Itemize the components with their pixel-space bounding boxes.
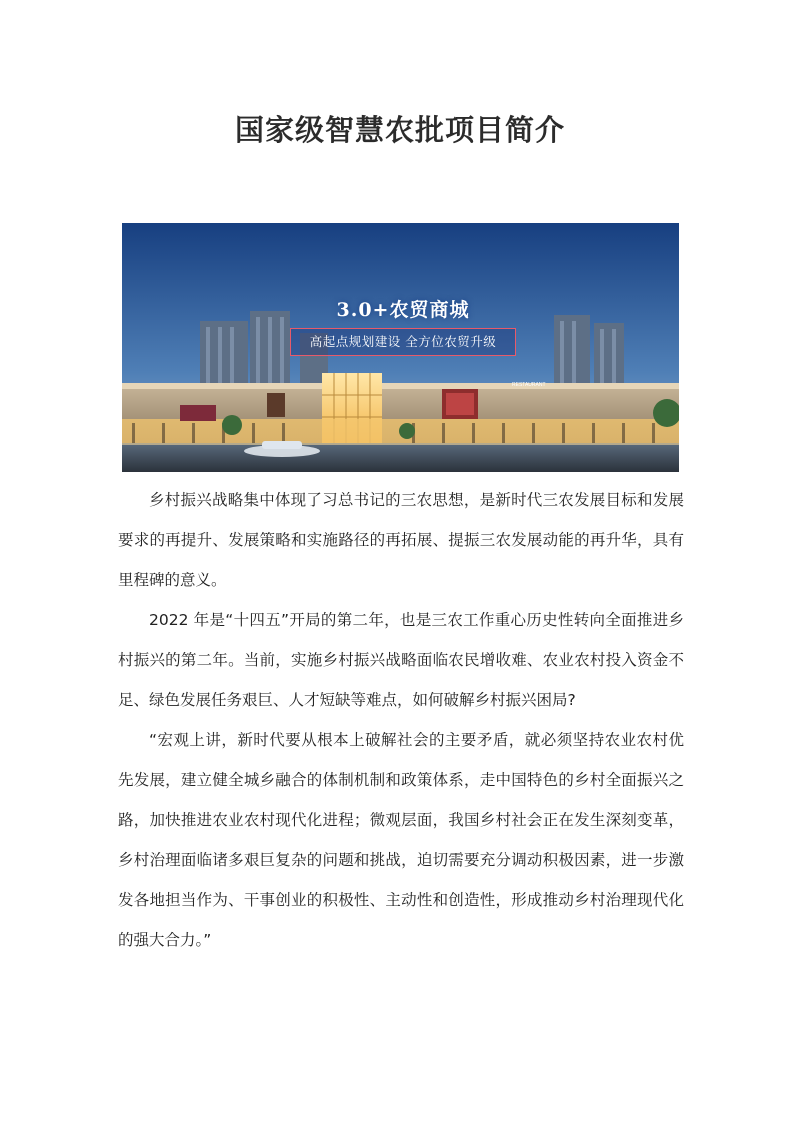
restaurant-sign: RESTAURANT xyxy=(512,382,546,388)
billboard-mid xyxy=(267,393,285,417)
paragraph-1: 乡村振兴战略集中体现了习总书记的三农思想，是新时代三农发展目标和发展要求的再提升、发展策略和实施路径的再拓展、提振三农发展动能的再升华，具有里程碑的意义。 xyxy=(118,491,684,589)
hero-image xyxy=(122,223,679,472)
article-body xyxy=(118,480,684,960)
paragraph-2: 2022 年是“十四五”开局的第二年，也是三农工作重心历史性转向全面推进乡村振兴的第二年。当前，实施乡村振兴战略面临农民增收难、农业农村投入资金不足、绿色发展任务艰巨、人才短缺等难点，如何破解乡村振兴困局? xyxy=(118,611,684,709)
hero-banner xyxy=(290,293,516,355)
banner-headline: 3.0+农贸商城 xyxy=(336,299,470,321)
paragraph-3: “宏观上讲，新时代要从根本上破解社会的主要矛盾，就必须坚持农业农村优先发展，建立健全城乡融合的体制机制和政策体系，走中国特色的乡村全面振兴之路，加快推进农业农村现代化进程；微观层面，我国乡村社会正在发生深刻变革，乡村治理面临诸多艰巨复杂的问题和挑战，迫切需要充分调动积极因素，进一步激发各地担当作为、干事创业的积极性、主动性和创造性，形成推动乡村治理现代化的强大合力。” xyxy=(118,731,684,949)
billboard-left xyxy=(180,405,216,421)
banner-subline: 高起点规划建设 全方位农贸升级 xyxy=(290,328,516,356)
road xyxy=(122,443,679,472)
document-title: 国家级智慧农批项目简介 xyxy=(234,113,565,147)
